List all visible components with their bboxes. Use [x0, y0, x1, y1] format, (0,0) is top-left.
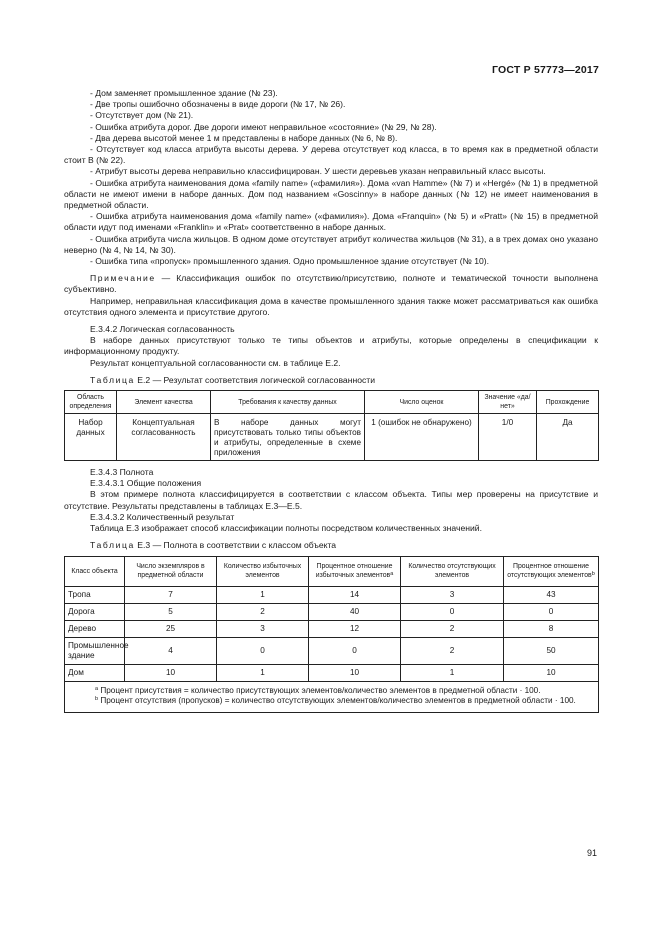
list-item: - Ошибка атрибута числа жильцов. В одном доме отсутствует атрибут количества жильцов (№ 31), а в трех домах оно указано неверно (№ 4, № 14, № 30).: [64, 233, 598, 255]
footnote-mark: a: [390, 571, 394, 577]
table-cell: Тропа: [65, 586, 125, 603]
list-item: - Две тропы ошибочно обозначены в виде дороги (№ 17, № 26).: [90, 99, 346, 110]
table-cell: 8: [504, 620, 599, 637]
paragraph: Таблица Е.3 изображает способ классификации полноты посредством количественных значений.: [90, 523, 482, 534]
table-row: [65, 603, 599, 620]
section-heading: Е.3.4.3 Полнота: [90, 467, 154, 478]
subsection-heading: Е.3.4.3.1 Общие положения: [90, 478, 202, 489]
paragraph: В этом примере полнота классифицируется в соответствии с классом объекта. Типы мер проверены на присутствие и отсутствие. Результаты представлены в таблицах Е.3—Е.5.: [64, 489, 598, 511]
table-cell: 12: [309, 620, 401, 637]
table-cell: Дом: [65, 664, 125, 681]
column-header: Число экземпляров в предметной области: [125, 556, 217, 586]
table-cell: 0: [309, 637, 401, 664]
footnote: [69, 696, 594, 707]
note-label: Примечание: [90, 273, 156, 284]
table-cell: 1: [401, 664, 504, 681]
table-row: [65, 586, 599, 603]
table-cell: 1 (ошибок не обнаружено): [365, 414, 479, 461]
footnote: [69, 686, 594, 697]
column-header: Количество отсутствующих элементов: [401, 556, 504, 586]
table-caption: [64, 540, 598, 551]
table-cell: 3: [217, 620, 309, 637]
table-caption-label: Таблица: [90, 540, 135, 551]
column-header: Прохождение: [537, 391, 599, 414]
table-cell: 3: [401, 586, 504, 603]
list-item: - Ошибка атрибута наименования дома «family name» («фамилия»). Дома «van Hamme» (№ 7) и «Hergé» (№ 1) в предметной области не имеют имени в наборе данных. Дом под названием «Goscinny» в наборе данных (№ 12) не имеет наименования в предметной области.: [64, 177, 598, 211]
subsection-heading: Е.3.4.3.2 Количественный результат: [90, 511, 235, 522]
column-header: Количество избыточных элементов: [217, 556, 309, 586]
table-cell: Дорога: [65, 603, 125, 620]
paragraph: Результат концептуальной согласованности см. в таблице Е.2.: [90, 357, 341, 368]
table-cell: В наборе данных могут присутствовать только типы объектов и атрибуты, определенные в схеме приложения: [211, 414, 365, 461]
table-cell: 4: [125, 637, 217, 664]
column-header: Элемент качества: [117, 391, 211, 414]
table-cell: 7: [125, 586, 217, 603]
table-cell: 1: [217, 586, 309, 603]
list-item: - Атрибут высоты дерева неправильно классифицирован. У шести деревьев указан неправильный класс высоты.: [90, 166, 546, 177]
table-caption-text: Е.2 — Результат соответствия логической согласованности: [134, 374, 376, 385]
column-header: Требования к качеству данных: [211, 391, 365, 414]
list-item: - Отсутствует дом (№ 21).: [90, 110, 194, 121]
list-item: - Дом заменяет промышленное здание (№ 23).: [90, 88, 278, 98]
table-row: [65, 637, 599, 664]
list-item: - Два дерева высотой менее 1 м представлены в наборе данных (№ 6, № 8).: [90, 132, 398, 143]
footnote-mark: b: [95, 696, 99, 703]
column-header: Область определения: [65, 391, 117, 414]
table-cell: 40: [309, 603, 401, 620]
footnote-mark: b: [591, 571, 595, 577]
standard-code: ГОСТ Р 57773—2017: [491, 64, 599, 76]
column-header: Значение «да/нет»: [479, 391, 537, 414]
table-header-row: [65, 556, 599, 586]
paragraph: В наборе данных присутствуют только те типы объектов и атрибуты, которые определены в спецификации к информационному продукту.: [64, 335, 598, 357]
table-cell: Промышленное здание: [65, 637, 125, 664]
table-cell: Набор данных: [65, 414, 117, 461]
table-footnotes-row: [65, 681, 599, 712]
list-item: - Ошибка атрибута наименования дома «family name» («фамилия»). Дома «Franquin» (№ 5) и «Pratt» (№ 15) в предметной области идут под именами «Franklin» и «Prat» соответственно в наборе данных.: [64, 211, 598, 233]
table-cell: 10: [125, 664, 217, 681]
table-cell: 2: [401, 637, 504, 664]
column-header-text: Процентное отношение избыточных элементов: [315, 563, 393, 579]
section-heading: Е.3.4.2 Логическая согласованность: [90, 324, 235, 335]
footnote-text: Процент присутствия = количество присутствующих элементов/количество элементов в предметной области · 100.: [98, 685, 541, 695]
table-footnotes: [65, 681, 599, 712]
column-header: [309, 556, 401, 586]
table-caption-label: Таблица: [90, 374, 135, 385]
note-text: — Классификация ошибок по отсутствию/присутствию, полноте и тематической точности выполнена субъективно.: [64, 273, 598, 295]
table-row: [65, 620, 599, 637]
completeness-table: [64, 556, 599, 713]
table-cell: 10: [504, 664, 599, 681]
footnote-mark: a: [95, 685, 99, 692]
table-cell: Концептуальная согласованность: [117, 414, 211, 461]
table-cell: 1: [217, 664, 309, 681]
table-cell: 25: [125, 620, 217, 637]
page-number: 91: [586, 848, 597, 858]
table-cell: 43: [504, 586, 599, 603]
table-cell: 0: [504, 603, 599, 620]
table-cell: 50: [504, 637, 599, 664]
table-cell: 2: [217, 603, 309, 620]
body-text: [64, 88, 598, 713]
column-header: Число оценок: [365, 391, 479, 414]
note-paragraph: [64, 273, 598, 295]
column-header: [504, 556, 599, 586]
table-row: [65, 664, 599, 681]
table-cell: 14: [309, 586, 401, 603]
list-item: - Ошибка типа «пропуск» промышленного здания. Одно промышленное здание отсутствует (№ 10).: [90, 256, 490, 267]
table-cell: 5: [125, 603, 217, 620]
list-item: - Ошибка атрибута дорог. Две дороги имеют неправильное «состояние» (№ 29, № 28).: [90, 121, 437, 132]
column-header-text: Процентное отношение отсутствующих элементов: [507, 563, 592, 579]
table-caption-text: Е.3 — Полнота в соответствии с классом объекта: [134, 540, 337, 551]
table-cell: 0: [401, 603, 504, 620]
table-cell: 10: [309, 664, 401, 681]
column-header: Класс объекта: [65, 556, 125, 586]
table-cell: Дерево: [65, 620, 125, 637]
footnote-text: Процент отсутствия (пропусков) = количество отсутствующих элементов/количество элементов в предметной области · 100.: [98, 696, 576, 706]
table-header-row: [65, 391, 599, 414]
table-caption: [64, 375, 598, 386]
table-row: [65, 414, 599, 461]
table-cell: Да: [537, 414, 599, 461]
list-item: - Отсутствует код класса атрибута высоты дерева. У дерева отсутствует код класса, в то время как в предметной области стоит В (№ 22).: [64, 144, 598, 166]
logical-consistency-table: [64, 390, 599, 461]
table-cell: 1/0: [479, 414, 537, 461]
note-paragraph-2: Например, неправильная классификация дома в качестве промышленного здания также может рассматриваться как ошибка отсутствия одного элемента и присутствие другого.: [64, 295, 598, 317]
table-cell: 0: [217, 637, 309, 664]
table-cell: 2: [401, 620, 504, 637]
